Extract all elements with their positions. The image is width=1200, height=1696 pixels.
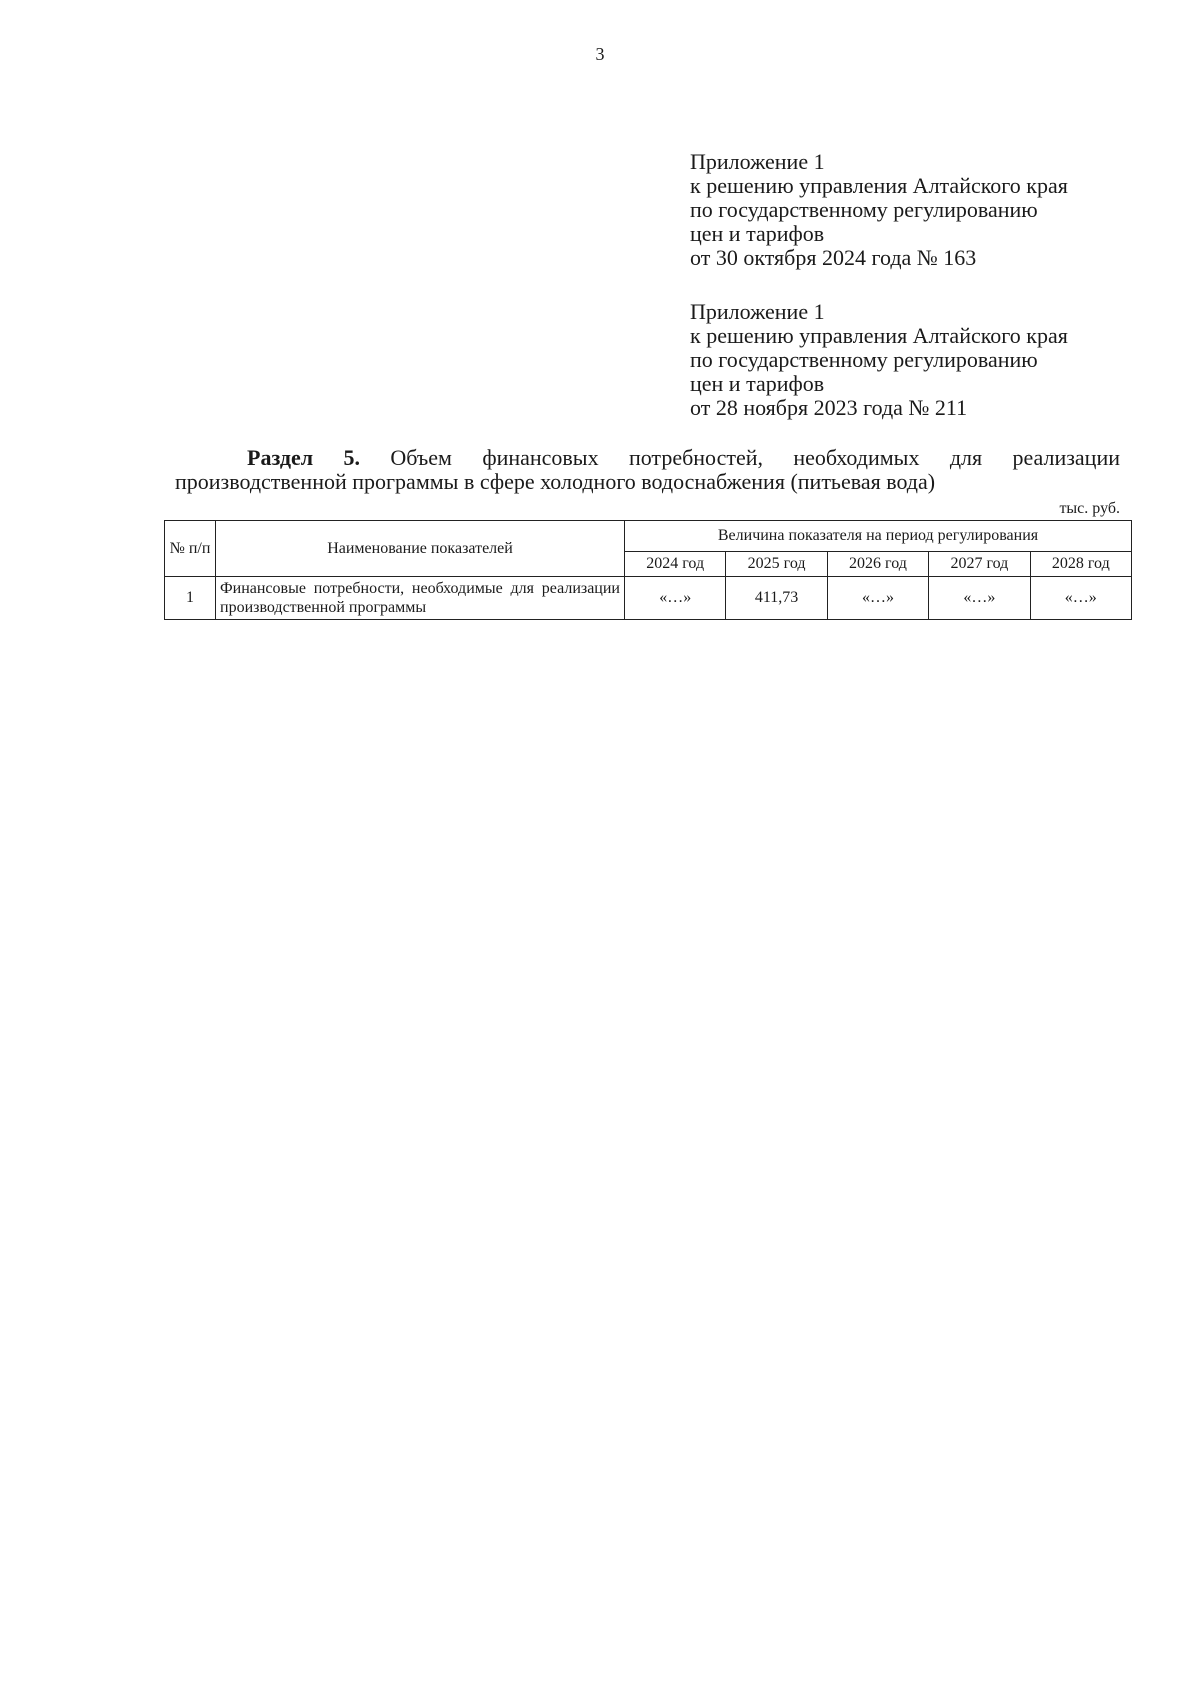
section-heading [175, 446, 1120, 494]
appendix-line: цен и тарифов [690, 221, 825, 246]
appendix-header-current [690, 150, 1170, 270]
header-year: 2027 год [929, 552, 1030, 577]
row-num: 1 [165, 577, 216, 620]
table-row [165, 577, 1132, 620]
header-num: № п/п [165, 521, 216, 577]
row-value: «…» [929, 577, 1030, 620]
section-label: Раздел 5. [247, 445, 360, 470]
header-year: 2025 год [726, 552, 827, 577]
appendix-line: к решению управления Алтайского края [690, 323, 1068, 348]
section-title-line1: Объем финансовых потребностей, необходимых для реализации [390, 445, 1121, 470]
units-label: тыс. руб. [1059, 500, 1120, 517]
appendix-header-previous [690, 300, 1170, 420]
row-value: «…» [827, 577, 928, 620]
row-value: 411,73 [726, 577, 827, 620]
header-period: Величина показателя на период регулирования [625, 521, 1132, 552]
row-name: Финансовые потребности, необходимые для реализации производственной программы [216, 577, 625, 620]
header-year: 2024 год [625, 552, 726, 577]
header-name: Наименование показателей [216, 521, 625, 577]
section-title-line2: производственной программы в сфере холодного водоснабжения (питьевая вода) [175, 469, 936, 494]
page-number: 3 [595, 44, 605, 64]
financial-needs-table [164, 520, 1132, 620]
appendix-line: от 28 ноября 2023 года № 211 [690, 395, 968, 420]
appendix-line: по государственному регулированию [690, 347, 1038, 372]
appendix-line: Приложение 1 [690, 299, 825, 324]
row-value: «…» [1030, 577, 1131, 620]
appendix-line: по государственному регулированию [690, 197, 1038, 222]
row-value: «…» [625, 577, 726, 620]
header-year: 2028 год [1030, 552, 1131, 577]
appendix-line: к решению управления Алтайского края [690, 173, 1068, 198]
appendix-line: Приложение 1 [690, 149, 825, 174]
header-year: 2026 год [827, 552, 928, 577]
appendix-line: цен и тарифов [690, 371, 825, 396]
appendix-line: от 30 октября 2024 года № 163 [690, 245, 977, 270]
